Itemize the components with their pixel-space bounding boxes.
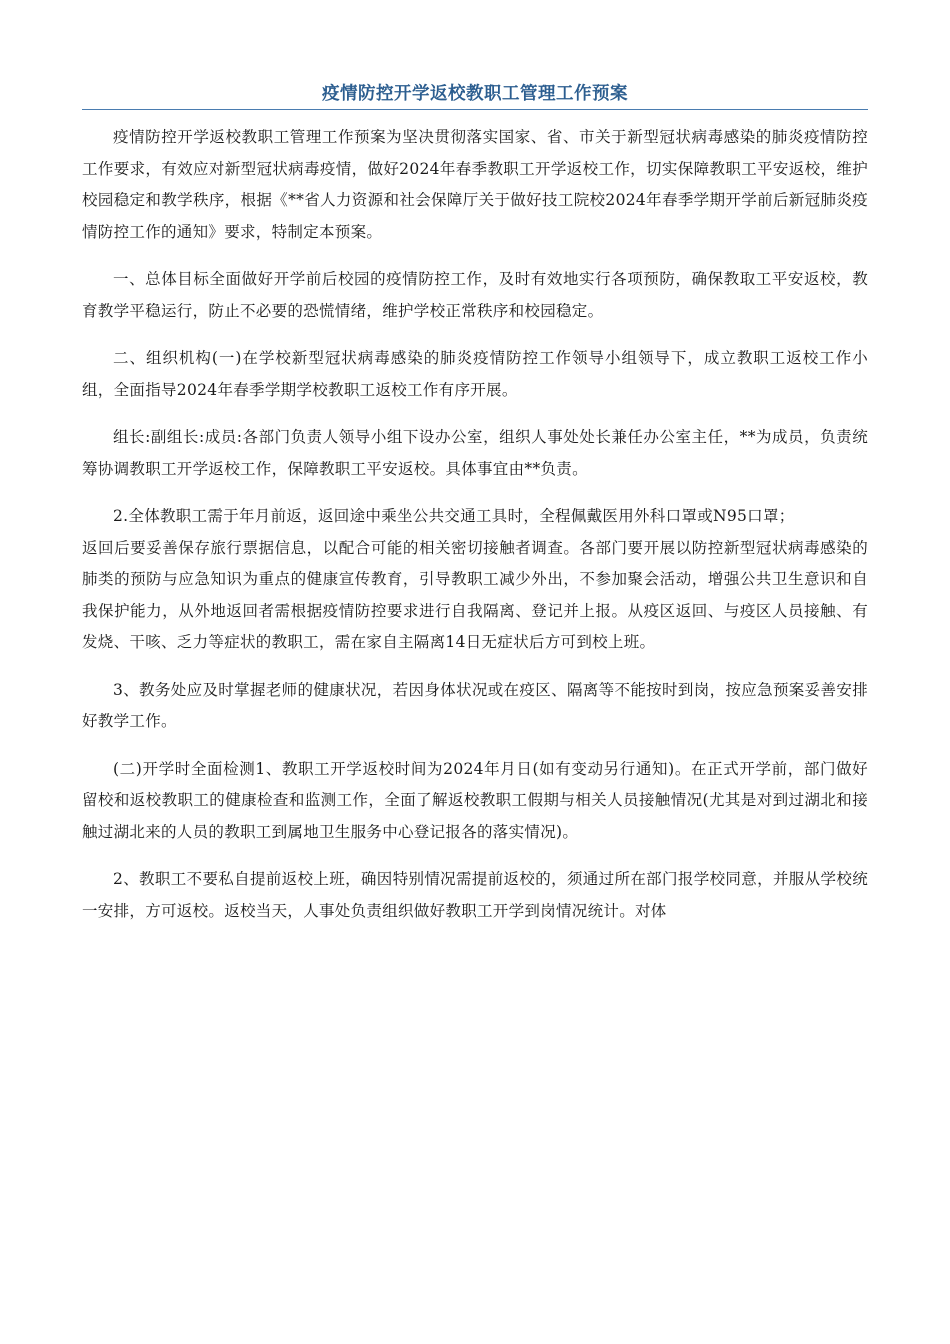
paragraph-section-2-organization: 二、组织机构(一)在学校新型冠状病毒感染的肺炎疫情防控工作领导小组领导下，成立教职工返校工作小组，全面指导2024年春季学期学校教职工返校工作有序开展。 (82, 349, 868, 399)
title-divider (82, 109, 868, 110)
paragraph-intro: 疫情防控开学返校教职工管理工作预案为坚决贯彻落实国家、省、市关于新型冠状病毒感染的肺炎疫情防控工作要求，有效应对新型冠状病毒疫情，做好2024年春季教职工开学返校工作，切实保障教职工平安返校，维护校园稳定和教学秩序，根据《**省人力资源和社会保障厅关于做好技工院校2024年春季学期开学前后新冠肺炎疫情防控工作的通知》要求，特制定本预案。 (82, 128, 868, 241)
paragraph-item-2-no-early-return: 2、教职工不要私自提前返校上班，确因特别情况需提前返校的，须通过所在部门报学校同意，并服从学校统一安排，方可返校。返校当天，人事处负责组织做好教职工开学到岗情况统计。对体 (82, 870, 868, 920)
document-body (82, 122, 868, 927)
paragraph-item-3-teaching: 3、教务处应及时掌握老师的健康状况，若因身体状况或在疫区、隔离等不能按时到岗，按应急预案妥善安排好教学工作。 (82, 680, 868, 730)
paragraph-section-opening-check: (二)开学时全面检测1、教职工开学返校时间为2024年月日(如有变动另行通知)。在正式开学前，部门做好留校和返校教职工的健康检查和监测工作，全面了解返校教职工假期与相关人员接触情况(尤其是对到过湖北和接触过湖北来的人员的教职工到属地卫生服务中心登记报各的落实情况)。 (82, 759, 868, 841)
document-title: 疫情防控开学返校教职工管理工作预案 (322, 84, 628, 104)
paragraph-team-members: 组长:副组长:成员:各部门负责人领导小组下设办公室，组织人事处处长兼任办公室主任，**为成员，负责统筹协调教职工开学返校工作，保障教职工平安返校。具体事宜由**负责。 (82, 428, 868, 478)
paragraph-after-return: 返回后要妥善保存旅行票据信息，以配合可能的相关密切接触者调查。各部门要开展以防控新型冠状病毒感染的肺类的预防与应急知识为重点的健康宣传教育，引导教职工减少外出，不参加聚会活动，增强公共卫生意识和自我保护能力，从外地返回者需根据疫情防控要求进行自我隔离、登记并上报。从疫区返回、与疫区人员接触、有发烧、干咳、乏力等症状的教职工，需在家自主隔离14日无症状后方可到校上班。 (82, 538, 868, 651)
paragraph-section-1-goal: 一、总体目标全面做好开学前后校园的疫情防控工作，及时有效地实行各项预防，确保教取工平安返校，教育教学平稳运行，防止不必要的恐慌情绪，维护学校正常秩序和校园稳定。 (82, 270, 868, 320)
paragraph-item-2-return: 2.全体教职工需于年月前返，返回途中乘坐公共交通工具时，全程佩戴医用外科口罩或N95口罩； (113, 507, 795, 525)
